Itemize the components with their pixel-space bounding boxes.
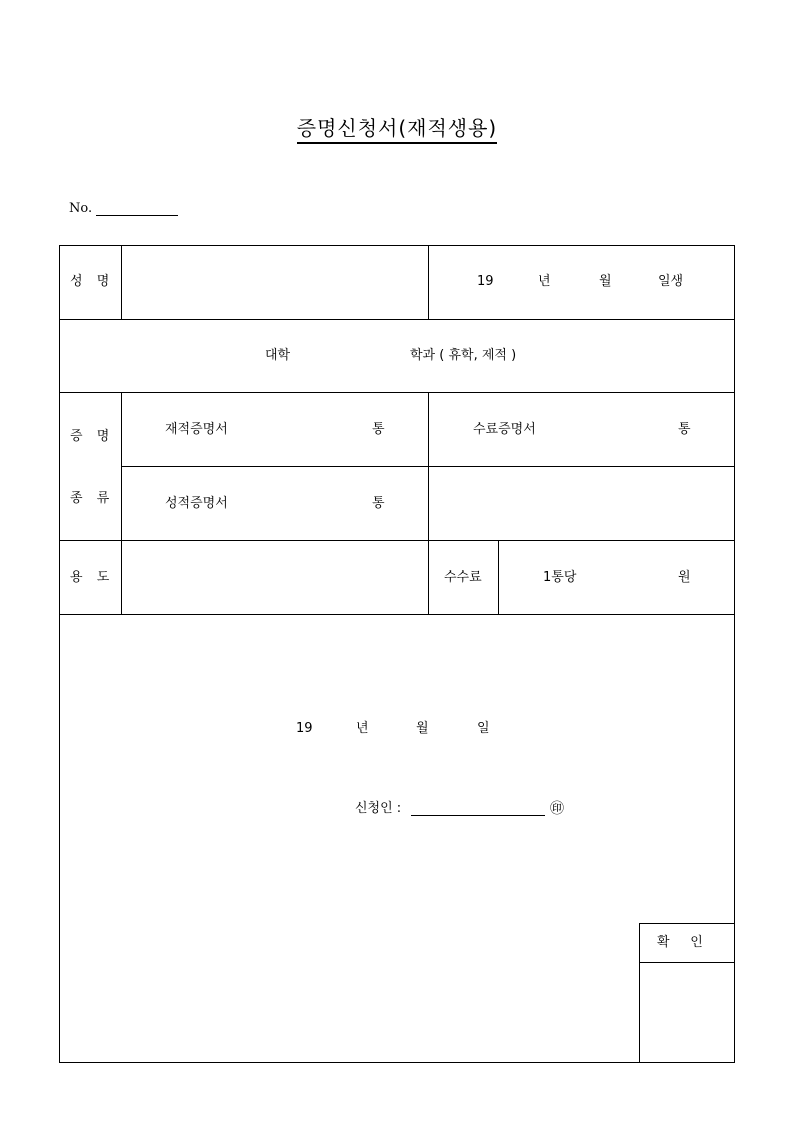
- application-form: [59, 245, 735, 1063]
- completion-cert-label: 수료증명서: [473, 422, 536, 437]
- col-divider: [428, 392, 429, 614]
- application-month-unit: 월: [416, 721, 429, 736]
- col-divider: [498, 540, 499, 614]
- row-divider: [59, 319, 735, 320]
- confirm-label: 확 인: [657, 935, 703, 950]
- transcript-cert-copy-unit: 통: [372, 496, 385, 511]
- fee-per-copy-label: 1통당: [543, 570, 577, 585]
- doc-number-label: No.: [69, 201, 93, 216]
- birth-year-unit: 년: [538, 274, 551, 289]
- application-year-unit: 년: [356, 721, 369, 736]
- seal-mark: ㊞: [550, 801, 564, 817]
- cert-type-label-2: 종 류: [70, 491, 110, 506]
- name-label: 성 명: [70, 274, 110, 289]
- fee-currency-unit: 원: [678, 570, 691, 585]
- purpose-label: 용 도: [70, 570, 110, 585]
- fee-label: 수수료: [444, 570, 482, 585]
- department-unit: 학과 ( 휴학, 제적 ): [410, 348, 517, 363]
- application-day-unit: 일: [477, 721, 490, 736]
- confirm-box-left: [639, 923, 640, 1063]
- applicant-label: 신청인 :: [355, 801, 402, 816]
- confirm-box-divider: [639, 962, 735, 963]
- completion-cert-copy-unit: 통: [678, 422, 691, 437]
- col-divider: [121, 392, 122, 614]
- birth-year-prefix: 19: [477, 274, 494, 289]
- enrollment-cert-label: 재적증명서: [165, 422, 228, 437]
- birth-month-unit: 월: [599, 274, 612, 289]
- col-divider: [121, 245, 122, 319]
- enrollment-cert-copy-unit: 통: [372, 422, 385, 437]
- purpose-input-area[interactable]: [127, 546, 423, 610]
- col-divider: [428, 245, 429, 319]
- page-title: [0, 112, 794, 143]
- cert-type-label-1: 증 명: [70, 429, 110, 444]
- birth-day-unit: 일생: [658, 274, 684, 289]
- college-unit: 대학: [265, 348, 291, 363]
- row-divider: [59, 614, 735, 615]
- doc-number-field[interactable]: [96, 215, 178, 216]
- name-input-area[interactable]: [127, 251, 423, 315]
- page-title-text: 증명신청서(재적생용): [297, 112, 498, 143]
- applicant-signature-field[interactable]: [411, 815, 545, 816]
- application-year-prefix: 19: [296, 721, 313, 736]
- row-divider: [59, 540, 735, 541]
- row-divider: [59, 392, 735, 393]
- confirm-stamp-area[interactable]: [643, 966, 731, 1058]
- confirm-box-top: [639, 923, 735, 924]
- transcript-cert-label: 성적증명서: [165, 496, 228, 511]
